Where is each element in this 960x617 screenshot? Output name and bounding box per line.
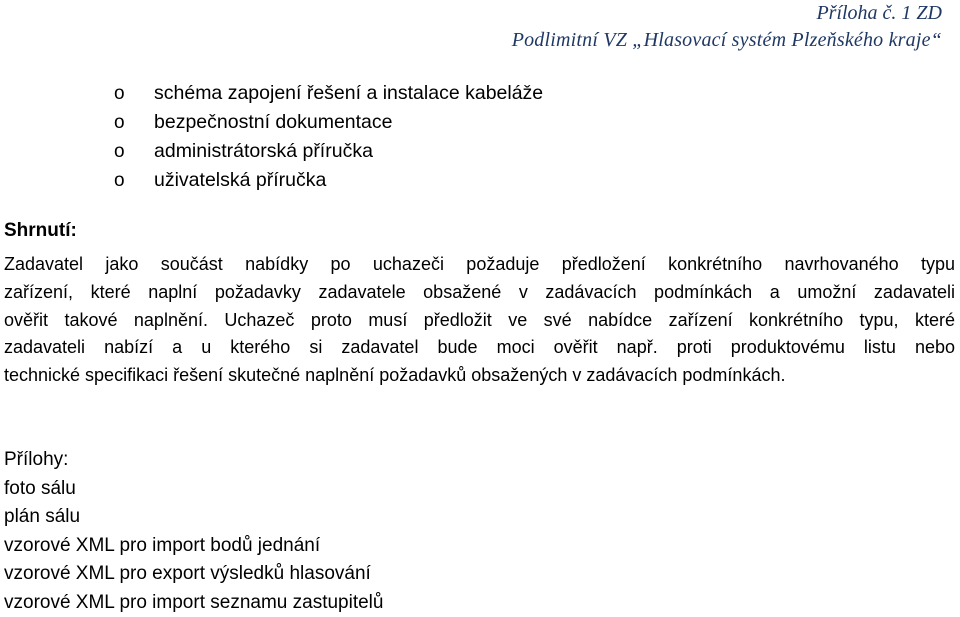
paragraph-line: technické specifikaci řešení skutečné naplnění požadavků obsažených v zadávacích podmínkách. bbox=[4, 362, 955, 390]
bullet-marker: o bbox=[114, 79, 125, 108]
attachment-item: foto sálu bbox=[4, 475, 383, 504]
tender-name: Podlimitní VZ „Hlasovací systém Plzeňského kraje“ bbox=[512, 27, 942, 54]
bullet-marker: o bbox=[114, 108, 125, 137]
document-header bbox=[512, 0, 942, 54]
list-item-text: bezpečnostní dokumentace bbox=[154, 108, 393, 137]
attachment-item: vzorové XML pro import seznamu zastupitelů bbox=[4, 589, 383, 617]
bullet-marker: o bbox=[114, 137, 125, 166]
paragraph-line: Zadavatel jako součást nabídky po uchazeči požaduje předložení konkrétního navrhovaného typu bbox=[4, 251, 955, 279]
list-item-text: administrátorská příručka bbox=[154, 137, 373, 166]
summary-heading: Shrnutí: bbox=[4, 218, 77, 244]
list-item-text: schéma zapojení řešení a instalace kabeláže bbox=[154, 79, 543, 108]
paragraph-line: ověřit takové naplnění. Uchazeč proto musí předložit ve své nabídce zařízení konkrétního typu, které bbox=[4, 307, 955, 335]
attachment-item: vzorové XML pro import bodů jednání bbox=[4, 532, 383, 561]
attachment-number: Příloha č. 1 ZD bbox=[512, 0, 942, 27]
attachment-item: plán sálu bbox=[4, 503, 383, 532]
paragraph-line: zařízení, které naplní požadavky zadavatele obsažené v zadávacích podmínkách a umožní zadavateli bbox=[4, 279, 955, 307]
summary-paragraph bbox=[4, 251, 955, 390]
bullet-marker: o bbox=[114, 166, 125, 195]
list-item-text: uživatelská příručka bbox=[154, 166, 326, 195]
paragraph-line: zadavateli nabízí a u kterého si zadavatel bude moci ověřit např. proti produktovému listu nebo bbox=[4, 334, 955, 362]
attachment-item: vzorové XML pro export výsledků hlasování bbox=[4, 560, 383, 589]
attachments-heading: Přílohy: bbox=[4, 446, 383, 475]
attachments-section bbox=[4, 446, 383, 617]
